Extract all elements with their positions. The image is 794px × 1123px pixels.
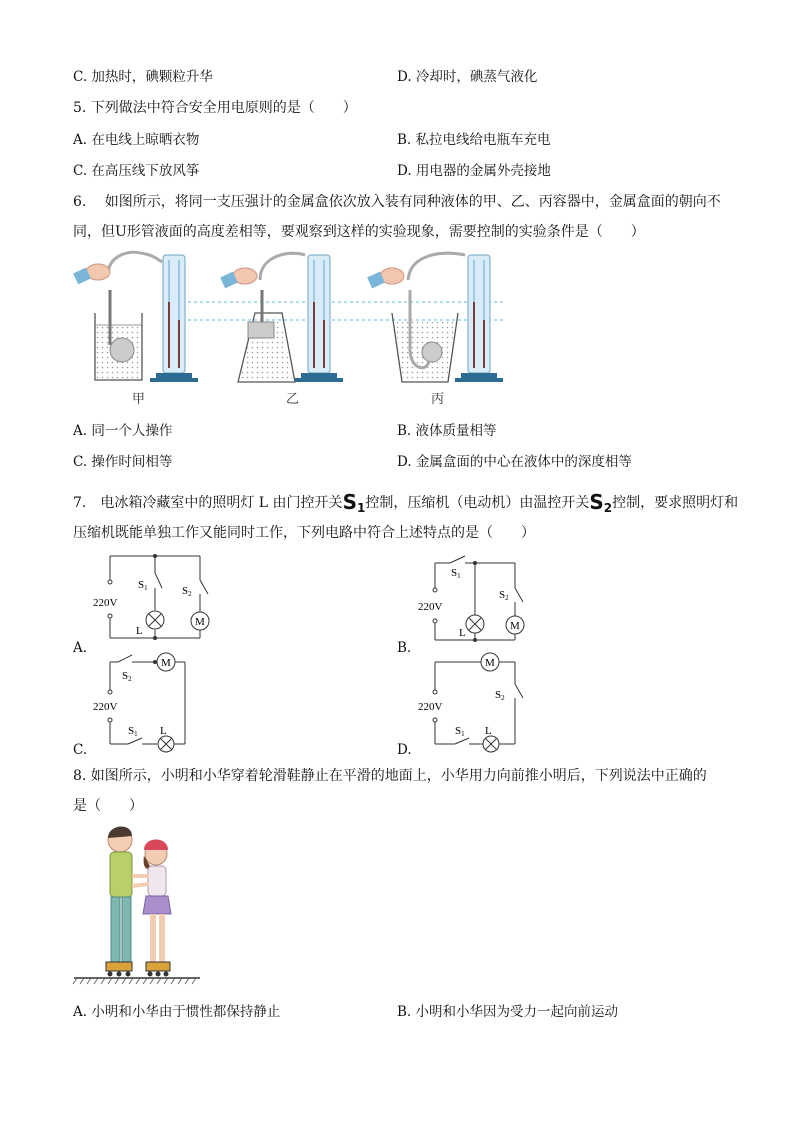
q4-option-c: C. 加热时，碘颗粒升华 [73, 69, 213, 85]
circuit-b [415, 548, 555, 648]
lamp-label: L [485, 725, 492, 737]
lamp-label: L [160, 725, 167, 737]
q5-option-a: A. 在电线上晾晒衣物 [73, 132, 200, 148]
q6-option-c: C. 操作时间相等 [73, 454, 173, 470]
label-jia: 甲 [132, 392, 146, 407]
q6-option-d: D. 金属盒面的中心在液体中的深度相等 [397, 454, 632, 470]
q5-option-c: C. 在高压线下放风筝 [73, 163, 200, 179]
switch-s1-label: S1 [128, 725, 138, 738]
q4-option-d: D. 冷却时，碘蒸气液化 [397, 69, 538, 85]
hand-icon [220, 268, 257, 288]
u-tube-manometer [295, 255, 343, 382]
switch-s2-label: S2 [499, 589, 509, 602]
q8-stem-line1: 8. 如图所示，小明和小华穿着轮滑鞋静止在平滑的地面上，小华用力向前推小明后，下列说法中正确的 [73, 768, 707, 784]
u-tube-manometer [150, 255, 198, 382]
q7-option-a: A. [73, 640, 88, 656]
q6-option-b: B. 液体质量相等 [397, 423, 497, 439]
switch-s1-label: S1 [451, 567, 461, 580]
q7-option-d: D. [397, 742, 412, 758]
voltage-label: 220V [418, 601, 443, 613]
roller-skaters-illustration [72, 820, 202, 990]
lamp-label: L [459, 627, 466, 639]
voltage-label: 220V [93, 701, 118, 713]
boy-figure [106, 826, 132, 976]
voltage-label: 220V [93, 597, 118, 609]
q8-option-b: B. 小明和小华因为受力一起向前运动 [397, 1004, 619, 1020]
switch-s1-label: S1 [138, 579, 148, 592]
q6-stem-line2: 同，但U形管液面的高度差相等，要观察到这样的实验现象，需要控制的实验条件是（ ） [73, 224, 645, 240]
hand-icon [73, 264, 110, 284]
circuit-c [90, 652, 230, 754]
voltage-label: 220V [418, 701, 443, 713]
motor-label: M [195, 616, 205, 628]
switch-s2-label: S2 [122, 670, 132, 683]
q8-option-a: A. 小明和小华由于惯性都保持静止 [73, 1004, 281, 1020]
hand-icon [367, 268, 404, 288]
q7-stem-line1: 7. 电冰箱冷藏室中的照明灯 L 由门控开关$S_1$控制，压缩机（电动机）由温控开关$S_2$控制，要求照明灯和 [73, 490, 739, 515]
label-yi: 乙 [286, 392, 300, 407]
q5-option-b: B. 私拉电线给电瓶车充电 [397, 132, 551, 148]
q7-option-b: B. [397, 640, 412, 656]
q6-stem-line1: 6. 如图所示，将同一支压强计的金属盒依次放入装有同种液体的甲、乙、丙容器中，金属盒面的朝向不 [73, 194, 721, 210]
switch-s2-symbol: $S_2$ [589, 490, 613, 515]
q6-option-a: A. 同一个人操作 [73, 423, 173, 439]
q5-option-d: D. 用电器的金属外壳接地 [397, 163, 551, 179]
switch-s1-label: S1 [455, 725, 465, 738]
q7-option-c: C. [73, 742, 88, 758]
switch-s2-label: S2 [182, 585, 192, 598]
lamp-label: L [136, 625, 143, 637]
circuit-a [90, 548, 230, 648]
circuit-d [415, 652, 555, 754]
label-bing: 丙 [431, 392, 445, 407]
motor-label: M [485, 657, 495, 669]
u-tube-manometer [455, 255, 503, 382]
switch-s2-label: S2 [495, 689, 505, 702]
q8-stem-line2: 是（ ） [73, 798, 143, 814]
q5-stem: 5. 下列做法中符合安全用电原则的是（ ） [73, 100, 357, 116]
pressure-gauge-figure [70, 250, 510, 410]
motor-label: M [510, 620, 520, 632]
switch-s1-symbol: $S_1$ [342, 490, 366, 515]
motor-label: M [161, 657, 171, 669]
girl-figure [132, 840, 171, 977]
q7-stem-line2: 压缩机既能单独工作又能同时工作，下列电路中符合上述特点的是（ ） [73, 525, 535, 541]
